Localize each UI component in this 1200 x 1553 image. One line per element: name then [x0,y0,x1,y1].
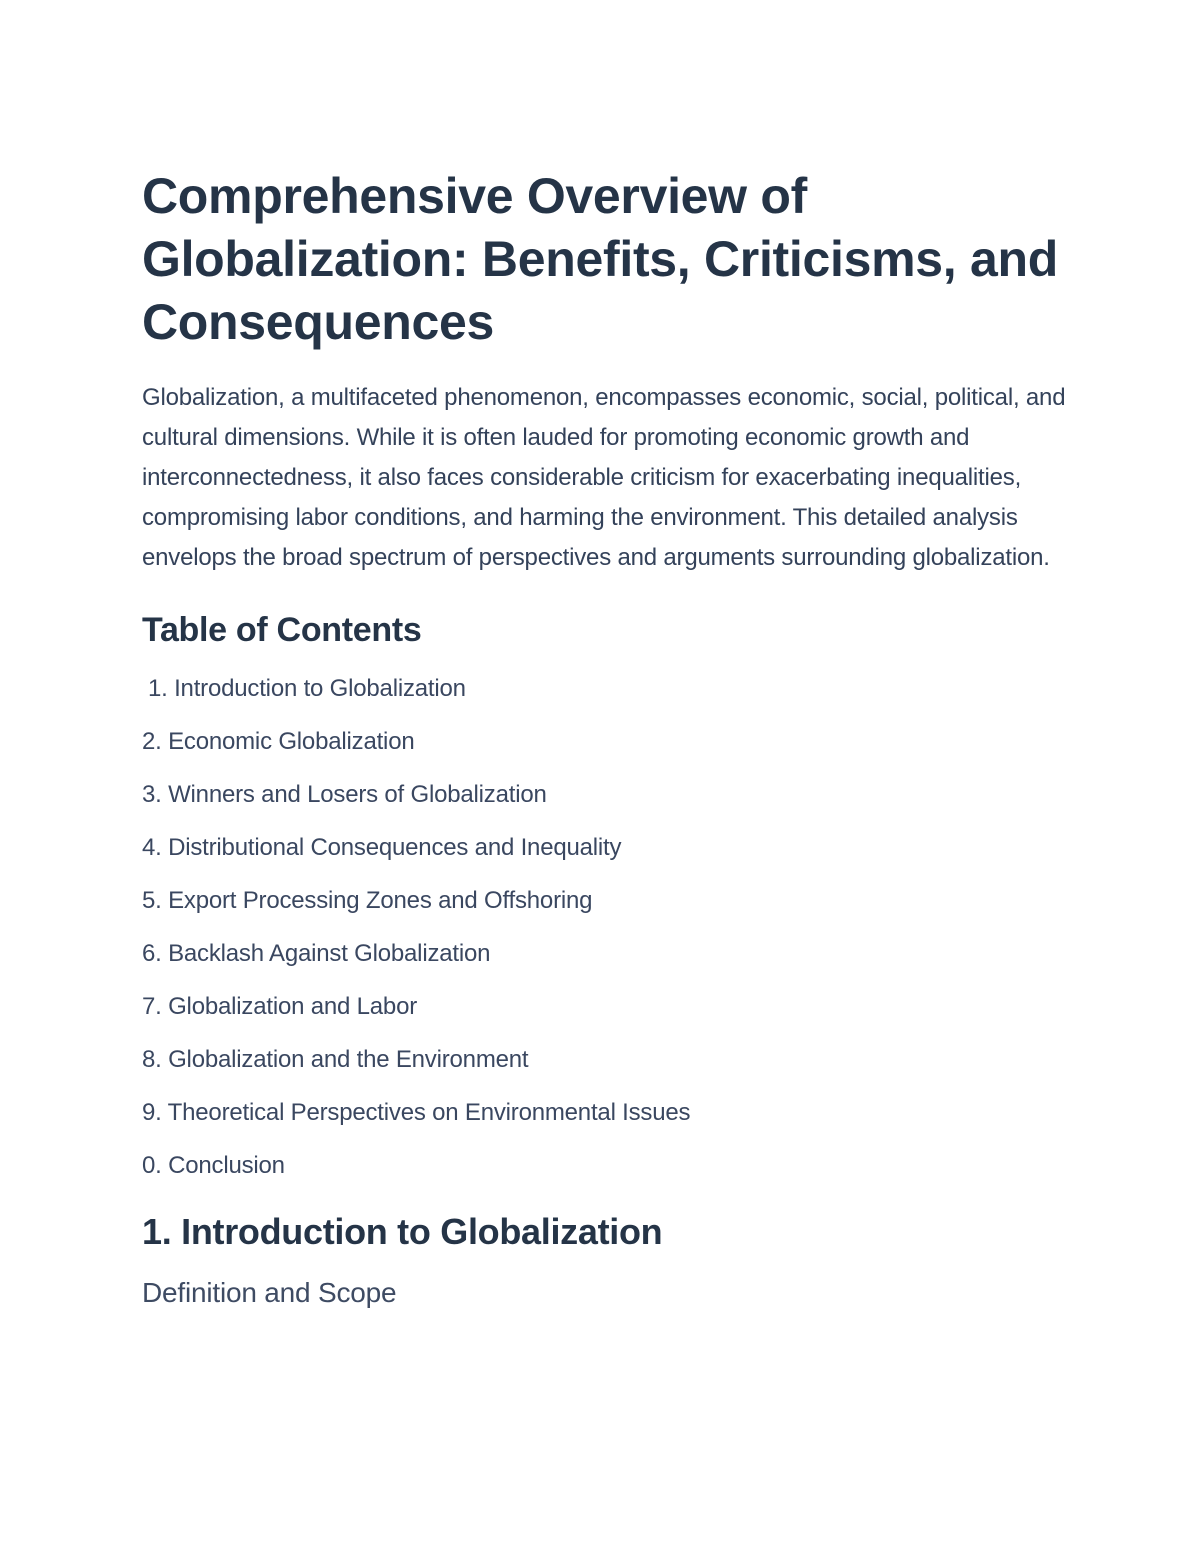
toc-item-number: 3. [142,781,162,808]
toc-item[interactable] [142,727,1072,780]
toc-item-number: 4. [142,834,162,861]
toc-item-number: 9. [142,1099,162,1126]
toc-item[interactable] [142,992,1072,1045]
toc-item[interactable] [142,674,1072,727]
document-title: Comprehensive Overview of Globalization: Benefits, Criticisms, and Consequences [142,168,1058,350]
toc-item-number: 7. [142,993,162,1020]
intro-paragraph: Globalization, a multifaceted phenomenon, encompasses economic, social, political, and cultural dimensions. While it is often lauded for promoting economic growth and interconnectedness, it also faces considerable criticism for exacerbating inequalities, compromising labor conditions, and harming the environment. This detailed analysis envelops the broad spectrum of perspectives and arguments surrounding globalization. [142,384,1066,571]
toc-item-number: 1. [148,675,168,702]
toc-item-label: Economic Globalization [168,728,415,755]
toc-item-label: Backlash Against Globalization [168,940,491,967]
toc-item-number: 6. [142,940,162,967]
toc-item-label: Theoretical Perspectives on Environmental Issues [167,1099,691,1126]
toc-item-label: Conclusion [168,1152,285,1179]
document-page [142,165,1072,1311]
table-of-contents [142,674,1072,1204]
toc-item-number: 2. [142,728,162,755]
subsection-heading: Definition and Scope [142,1277,397,1308]
toc-item-label: Export Processing Zones and Offshoring [168,887,593,914]
toc-item[interactable] [142,1151,1072,1204]
toc-item-number: 0. [142,1152,162,1179]
toc-item[interactable] [142,886,1072,939]
toc-item[interactable] [142,833,1072,886]
toc-item-label: Distributional Consequences and Inequality [168,834,622,861]
toc-item-label: Globalization and the Environment [168,1046,529,1073]
toc-item-number: 8. [142,1046,162,1073]
toc-item-label: Introduction to Globalization [174,675,466,702]
toc-item-label: Winners and Losers of Globalization [168,781,547,808]
section-heading: 1. Introduction to Globalization [142,1211,663,1252]
toc-item[interactable] [142,939,1072,992]
toc-item[interactable] [142,780,1072,833]
toc-item-number: 5. [142,887,162,914]
toc-item[interactable] [142,1045,1072,1098]
toc-item[interactable] [142,1098,1072,1151]
toc-heading: Table of Contents [142,611,422,649]
toc-item-label: Globalization and Labor [168,993,418,1020]
